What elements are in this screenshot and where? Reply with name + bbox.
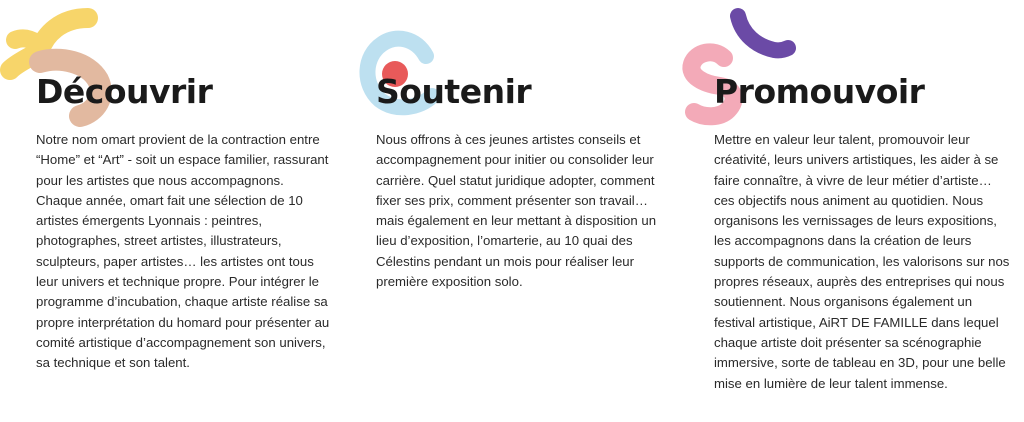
section-title: Soutenir: [376, 72, 532, 111]
section-title: Promouvoir: [714, 72, 925, 111]
purple-pink-brush-decoration: [680, 0, 790, 135]
section-soutenir: [340, 0, 657, 422]
yellow-brush-stroke-decoration: [0, 0, 110, 135]
section-title: Découvrir: [36, 72, 213, 111]
section-text: Notre nom omart provient de la contraction entre “Home” et “Art” - soit un espace familier, rassurant pour les artistes que nous accompagnons. Chaque année, omart fait une sélection de 10 artistes émergents Lyonnais : peintres, photographes, street artistes, illustrateurs, sculpteurs, paper artistes… les artistes ont tous leur univers et technique propre. Pour intégrer le programme d’incubation, chaque artiste réalise sa propre interprétation du homard pour présenter au comité artistique d’accompagnement son univers, sa technique et son talent.: [36, 132, 330, 371]
section-text: Nous offrons à ces jeunes artistes conseils et accompagnement pour initier ou consolider leur carrière. Quel statut juridique adopter, comment fixer ses prix, comment présenter son travail… mais également en leur mettant à disposition un lieu d’exposition, l’omarterie, au 10 quai des Célestins pendant un mois pour réaliser leur première exposition solo.: [376, 132, 657, 290]
section-text: Mettre en valeur leur talent, promouvoir leur créativité, leurs univers artistiques, les aider à se faire connaître, à vivre de leur métier d’artiste… ces objectifs nous animent au quotidien. Nous organisons les vernissages de leurs expositions, les accompagnons dans la création de leurs supports de communication, les valorisons sur nos propres réseaux, auprès des entreprises qui nous soutiennent. Nous organisons également un festival artistique, AiRT DE FAMILLE dans lequel chaque artiste doit présenter sa scénographie immersive, sorte de tableau en 3D, pour une belle mise en lumière de leur talent immense.: [714, 132, 1010, 391]
section-promouvoir: [680, 0, 1010, 422]
yellow-stroke-tail: [15, 38, 42, 48]
section-decouvrir: [0, 0, 330, 422]
blue-circle-decoration: [340, 0, 450, 135]
purple-stroke: [738, 16, 788, 50]
